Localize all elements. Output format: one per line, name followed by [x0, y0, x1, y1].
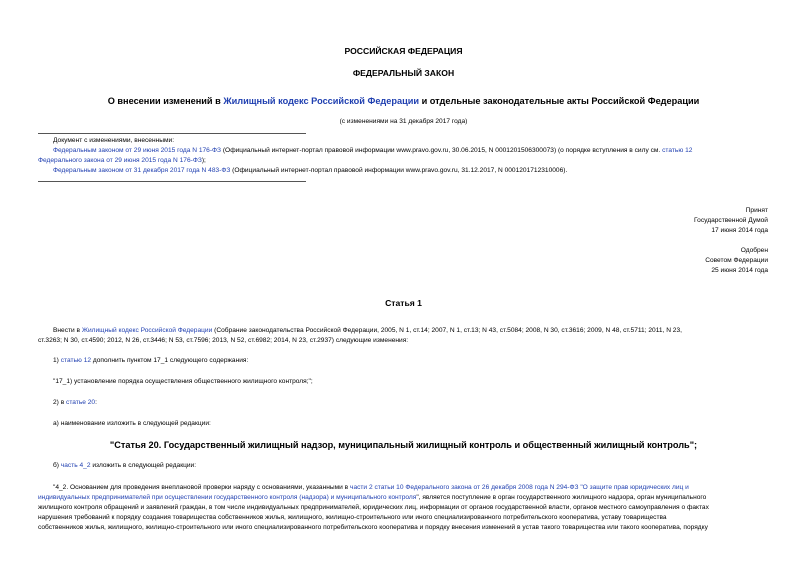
article-p1-line1: Внести в Жилищный кодекс Российской Федерации (Собрание законодательства Российской Федерации, 2005, N 1, ст.14; 2007, N 1, ст.13; N 43, ст.5084; 2008, N 30, ст.3616; 2009, N 48, ст.5711; 2011, N 23, — [53, 327, 682, 334]
law-176-fz-link[interactable]: Федеральным законом от 29 июня 2015 года N 176-ФЗ — [53, 147, 222, 154]
law-title-prefix: О внесении изменений в — [107, 96, 224, 106]
approved-line-2: Советом Федерации — [705, 257, 768, 264]
article-20-title: "Статья 20. Государственный жилищный надзор, муниципальный жилищный контроль и общественный жилищный контроль"; — [109, 440, 698, 450]
change-item-2: Федеральным законом от 31 декабря 2017 года N 483-ФЗ (Официальный интернет-портал правовой информации www.pravo.gov.ru, 31.12.2017, N 0001201712310006). — [53, 167, 568, 174]
approved-date: 25 июня 2014 года — [711, 267, 768, 274]
article-p3: "17_1) установление порядка осуществления общественного жилищного контроля;"; — [53, 378, 313, 385]
article-p7-line4: нарушения требований к порядку создания товарищества собственников жилья, жилищного, жилищно-строительного или иного специализированного потребительского кооператива, уставу товарищества — [38, 514, 667, 521]
article-heading: Статья 1 — [385, 298, 422, 308]
article-p7-line1: "4_2. Основанием для проведения внеплановой проверки наряду с основаниями, указанными в части 2 статьи 10 Федерального закона от 26 декабря 2008 года N 294-ФЗ "О защите прав юридических лиц и — [53, 484, 689, 491]
law-type-heading: ФЕДЕРАЛЬНЫЙ ЗАКОН — [352, 68, 455, 78]
article-p6: б) часть 4_2 изложить в следующей редакции: — [53, 462, 197, 469]
article-p5: а) наименование изложить в следующей редакции: — [53, 420, 211, 427]
law-title — [0, 96, 807, 106]
housing-code-link[interactable]: Жилищный кодекс Российской Федерации — [223, 96, 420, 106]
article-p4: 2) в статье 20: — [53, 399, 97, 406]
law-483-fz-link[interactable]: Федеральным законом от 31 декабря 2017 года N 483-ФЗ — [53, 167, 231, 174]
approved-line-1: Одобрен — [740, 247, 768, 254]
article-12-link[interactable]: статью 12 — [662, 147, 693, 154]
law-294-fz-link[interactable]: части 2 статьи 10 Федерального закона от 26 декабря 2008 года N 294-ФЗ "О защите прав юридических лиц и — [350, 484, 689, 491]
changes-intro: Документ с изменениями, внесенными: — [53, 137, 175, 144]
country-heading: РОССИЙСКАЯ ФЕДЕРАЦИЯ — [344, 46, 463, 56]
article-p7-line2: индивидуальных предпринимателей при осуществлении государственного контроля (надзора) и муниципального контроля", является поступление в орган государственного жилищного надзора, орган муниципального — [38, 494, 707, 501]
divider-bottom — [38, 181, 306, 182]
divider-top — [38, 133, 306, 134]
article-20-link[interactable]: статье 20 — [66, 399, 96, 406]
change-item-1-line2: Федерального закона от 29 июня 2015 года N 176-ФЗ); — [38, 157, 206, 164]
article-12-link-2[interactable]: статью 12 — [60, 357, 92, 364]
article-p2: 1) статью 12 дополнить пунктом 17_1 следующего содержания: — [53, 357, 249, 364]
article-p7-line3: жилищного контроля обращений и заявлений граждан, в том числе индивидуальных предпринимателей, юридических лиц, информации от органов государственной власти, органов местного самоуправления о фактах — [38, 504, 709, 511]
article-p1-line2: ст.3263; N 30, ст.4590; 2012, N 26, ст.3446; N 53, ст.7596; 2013, N 52, ст.6982; 2014, N 23, ст.2937) следующие изменения: — [38, 337, 409, 344]
accepted-line-2: Государственной Думой — [694, 217, 768, 224]
accepted-date: 17 июня 2014 года — [711, 227, 768, 234]
law-176-fz-link-2[interactable]: Федерального закона от 29 июня 2015 года N 176-ФЗ — [38, 157, 202, 164]
housing-code-link-2[interactable]: Жилищный кодекс Российской Федерации — [81, 327, 213, 334]
change-item-1: Федеральным законом от 29 июня 2015 года N 176-ФЗ (Официальный интернет-портал правовой информации www.pravo.gov.ru, 30.06.2015, N 0001201506300073) (о порядке вступления в силу см. статью 12 — [53, 147, 693, 154]
part-4-2-link[interactable]: часть 4_2 — [60, 462, 91, 469]
edition-note: (с изменениями на 31 декабря 2017 года) — [339, 118, 468, 125]
law-title-suffix: и отдельные законодательные акты Российской Федерации — [419, 96, 700, 106]
accepted-line-1: Принят — [745, 207, 768, 214]
article-p7-line5: собственников жилья, жилищного, жилищно-строительного или иного специализированного потребительского кооператива и порядку внесения изменений в устав такого товарищества или такого кооператива, порядку — [38, 524, 708, 531]
law-294-fz-link-2[interactable]: индивидуальных предпринимателей при осуществлении государственного контроля (надзора) и муниципального контроля — [38, 494, 417, 501]
